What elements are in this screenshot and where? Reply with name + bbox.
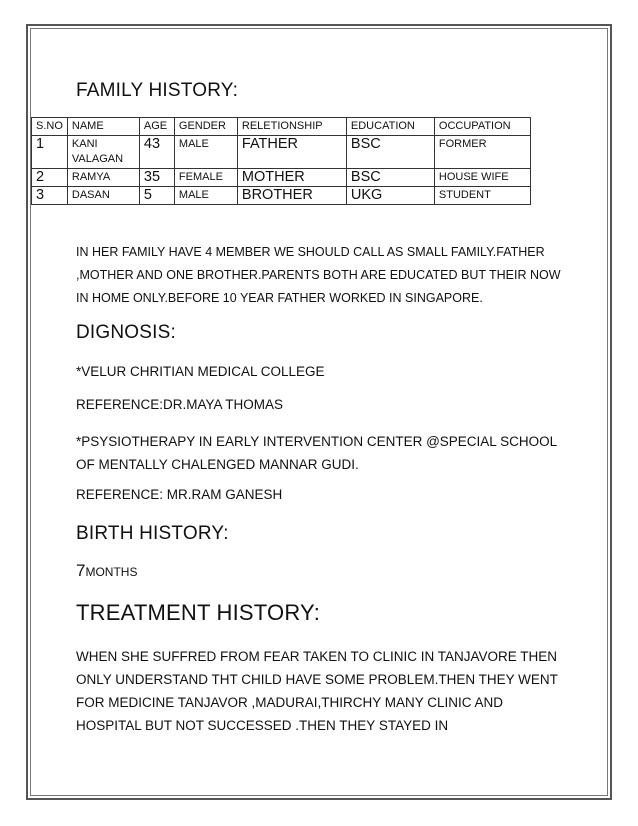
header-age: AGE: [139, 118, 174, 136]
header-occupation: OCCUPATION: [434, 118, 530, 136]
cell-sno: 3: [32, 187, 68, 205]
cell-education: BSC: [346, 169, 434, 187]
cell-occupation: STUDENT: [434, 187, 530, 205]
cell-gender: FEMALE: [174, 169, 237, 187]
header-sno: S.NO: [32, 118, 68, 136]
table-row: [32, 187, 531, 205]
header-name: NAME: [67, 118, 139, 136]
table-header-row: [32, 118, 531, 136]
treatment-history-heading: TREATMENT HISTORY:: [76, 600, 321, 625]
diagnosis-line-3: *PSYSIOTHERAPY IN EARLY INTERVENTION CENTER @SPECIAL SCHOOL OF MENTALLY CHALENGED MANNAR GUDI.: [76, 434, 557, 472]
cell-relationship: FATHER: [237, 136, 346, 169]
diagnosis-line-2: REFERENCE:DR.MAYA THOMAS: [76, 397, 284, 412]
cell-name: KANI VALAGAN: [67, 136, 139, 169]
family-history-heading: FAMILY HISTORY:: [76, 80, 239, 101]
family-table: [31, 117, 531, 205]
table-row: [32, 169, 531, 187]
cell-sno: 2: [32, 169, 68, 187]
header-gender: GENDER: [174, 118, 237, 136]
treatment-paragraph: WHEN SHE SUFFRED FROM FEAR TAKEN TO CLINIC IN TANJAVORE THEN ONLY UNDERSTAND THT CHILD HAVE SOME PROBLEM.THEN THEY WENT FOR MEDICINE TANJAVOR ,MADURAI,THIRCHY MANY CLINIC AND HOSPITAL BUT NOT SUCCESSED .THEN THEY STAYED IN: [76, 649, 558, 733]
cell-sno: 1: [32, 136, 68, 169]
family-paragraph: IN HER FAMILY HAVE 4 MEMBER WE SHOULD CALL AS SMALL FAMILY.FATHER ,MOTHER AND ONE BROTHER.PARENTS BOTH ARE EDUCATED BUT THEIR NOW IN HOME ONLY.BEFORE 10 YEAR FATHER WORKED IN SINGAPORE.: [76, 245, 561, 305]
diagnosis-line-1: *VELUR CHRITIAN MEDICAL COLLEGE: [76, 364, 325, 379]
cell-name: RAMYA: [67, 169, 139, 187]
table-row: [32, 136, 531, 169]
cell-gender: MALE: [174, 187, 237, 205]
birth-value-number: 7: [76, 561, 86, 580]
header-relationship: RELETIONSHIP: [237, 118, 346, 136]
birth-history-heading: BIRTH HISTORY:: [76, 523, 229, 544]
cell-occupation: FORMER: [434, 136, 530, 169]
birth-value-unit: MONTHS: [85, 565, 138, 579]
diagnosis-line-4: REFERENCE: MR.RAM GANESH: [76, 487, 283, 502]
cell-education: UKG: [346, 187, 434, 205]
cell-age: 43: [139, 136, 174, 169]
cell-gender: MALE: [174, 136, 237, 169]
cell-age: 35: [139, 169, 174, 187]
cell-name: DASAN: [67, 187, 139, 205]
cell-relationship: BROTHER: [237, 187, 346, 205]
diagnosis-heading: DIGNOSIS:: [76, 322, 176, 343]
cell-education: BSC: [346, 136, 434, 169]
cell-occupation: HOUSE WIFE: [434, 169, 530, 187]
cell-relationship: MOTHER: [237, 169, 346, 187]
birth-history-value: [76, 561, 137, 581]
cell-age: 5: [139, 187, 174, 205]
header-education: EDUCATION: [346, 118, 434, 136]
